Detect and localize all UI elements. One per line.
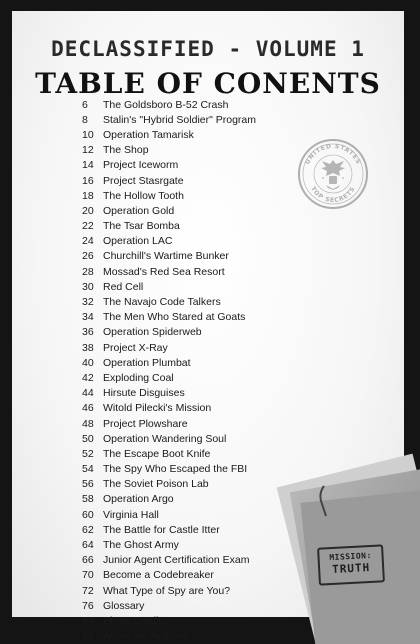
toc-page-number: 14 [82, 159, 94, 172]
toc-entry [82, 173, 256, 188]
toc-entry [82, 401, 256, 416]
toc-entry [82, 553, 256, 568]
toc-entry-title: Operation Plumbat [103, 356, 191, 369]
seal-text-bottom: TOP SECRETS [309, 185, 357, 205]
toc-entry-title: Project Plowshare [103, 417, 188, 430]
toc-entry-title: Operation Gold [103, 204, 175, 217]
toc-entry [82, 340, 256, 355]
toc-entry-title: The Hollow Tooth [103, 189, 184, 202]
toc-page-number: 24 [82, 235, 94, 248]
toc-entry [82, 355, 256, 370]
toc-entry-title: Project Stasrgate [103, 174, 184, 187]
toc-page-number: 36 [82, 326, 94, 339]
toc-page-number: 42 [82, 371, 94, 384]
toc-entry [82, 310, 256, 325]
toc-entry-title: Red Cell [103, 280, 144, 293]
toc-entry-title: The Men Who Stared at Goats [103, 311, 246, 324]
toc-entry [82, 583, 256, 598]
toc-page-number: 92 [82, 630, 94, 643]
toc-page-number: 54 [82, 463, 94, 476]
toc-page-number: 10 [82, 128, 94, 141]
toc-entry [82, 568, 256, 583]
toc-entry-title: The Ghost Army [103, 539, 179, 552]
top-secret-seal [297, 138, 369, 210]
paper-sheet [12, 11, 404, 643]
toc-page-number: 8 [82, 113, 88, 126]
toc-entry [82, 492, 256, 507]
toc-entry [82, 234, 256, 249]
toc-page-number: 70 [82, 569, 94, 582]
toc-page-number: 58 [82, 493, 94, 506]
toc-entry-title: Churchill's Wartime Bunker [103, 250, 229, 263]
eagle-icon [321, 160, 345, 190]
toc-entry-title: Exploding Coal [103, 371, 174, 384]
toc-entry-title: The Tsar Bomba [103, 220, 180, 233]
toc-entry-title: The Soviet Poison Lab [103, 478, 209, 491]
toc-entry-title: Stalin's "Hybrid Soldier" Program [103, 113, 257, 126]
toc-entry [82, 158, 256, 173]
toc-page-number: 48 [82, 417, 94, 430]
toc-entry-title: The Shop [103, 144, 149, 157]
toc-entry [82, 188, 256, 203]
toc-entry [82, 477, 256, 492]
toc-entry [82, 613, 256, 628]
toc-entry-title: Project X-Ray [103, 341, 168, 354]
toc-heading: TABLE OF CONENTS [35, 67, 381, 100]
toc-page-number: 66 [82, 554, 94, 567]
toc-page-number: 84 [82, 614, 94, 627]
toc-page-number: 6 [82, 98, 88, 111]
toc-page-number: 34 [82, 311, 94, 324]
toc-page-number: 76 [82, 599, 94, 612]
toc-page-number: 38 [82, 341, 94, 354]
toc-entry-title: Witold Pilecki's Mission [103, 402, 212, 415]
toc-entry [82, 416, 256, 431]
toc-page-number: 50 [82, 432, 94, 445]
toc-entry-title: The Navajo Code Talkers [103, 296, 221, 309]
toc-entry-title: Junior Agent Certification Exam [103, 554, 250, 567]
toc-entry-title: Operation Spiderweb [103, 326, 202, 339]
toc-entry-title: Operation Wandering Soul [103, 432, 227, 445]
toc-entry [82, 112, 256, 127]
toc-entry [82, 431, 256, 446]
toc-entry-title: Operation LAC [103, 235, 173, 248]
toc-list [82, 97, 256, 644]
toc-entry [82, 446, 256, 461]
toc-page-number: 62 [82, 523, 94, 536]
seal-text-top: UNITED STATES [304, 142, 362, 166]
toc-entry-title: The Spy Who Escaped the FBI [103, 463, 248, 476]
toc-page-number: 22 [82, 220, 94, 233]
toc-entry [82, 598, 256, 613]
toc-page-number: 12 [82, 144, 94, 157]
toc-entry-title: About the Authors [103, 630, 187, 643]
toc-entry-title: The Goldsboro B-52 Crash [103, 98, 229, 111]
toc-entry-title: Project Iceworm [103, 159, 179, 172]
toc-page-number: 52 [82, 447, 94, 460]
toc-entry [82, 249, 256, 264]
toc-entry-title: Glossary [103, 599, 145, 612]
toc-entry-title: Hirsute Disguises [103, 387, 185, 400]
toc-entry-title: Operation Tamarisk [103, 128, 194, 141]
mission-stamp [317, 544, 385, 585]
toc-entry [82, 386, 256, 401]
toc-entry [82, 264, 256, 279]
series-title: DECLASSIFIED - VOLUME 1 [51, 37, 365, 61]
mission-folder-image [270, 456, 420, 631]
toc-entry-title: Mossad's Red Sea Resort [103, 265, 225, 278]
toc-entry [82, 462, 256, 477]
toc-entry [82, 370, 256, 385]
toc-entry [82, 325, 256, 340]
toc-page-number: 46 [82, 402, 94, 415]
toc-entry [82, 143, 256, 158]
toc-page-number: 18 [82, 189, 94, 202]
toc-page-number: 20 [82, 204, 94, 217]
toc-page-number: 44 [82, 387, 94, 400]
toc-entry-title: The Battle for Castle Itter [103, 523, 220, 536]
toc-entry [82, 507, 256, 522]
toc-page-number: 30 [82, 280, 94, 293]
toc-entry [82, 97, 256, 112]
toc-entry [82, 203, 256, 218]
toc-page-number: 64 [82, 539, 94, 552]
toc-entry-title: Photo Credits [103, 614, 167, 627]
toc-page-number: 72 [82, 584, 94, 597]
stamp-line-1: MISSION: [329, 550, 373, 563]
toc-entry [82, 219, 256, 234]
toc-entry-title: What Type of Spy are You? [103, 584, 231, 597]
toc-page-number: 28 [82, 265, 94, 278]
toc-entry-title: Become a Codebreaker [103, 569, 214, 582]
toc-entry [82, 294, 256, 309]
toc-entry [82, 629, 256, 644]
toc-entry [82, 127, 256, 142]
toc-page-number: 26 [82, 250, 94, 263]
toc-entry [82, 279, 256, 294]
toc-entry-title: The Escape Boot Knife [103, 447, 211, 460]
toc-page-number: 40 [82, 356, 94, 369]
toc-entry-title: Virginia Hall [103, 508, 159, 521]
toc-entry-title: Operation Argo [103, 493, 174, 506]
toc-page-number: 16 [82, 174, 94, 187]
toc-page-number: 32 [82, 296, 94, 309]
toc-entry [82, 522, 256, 537]
toc-page-number: 60 [82, 508, 94, 521]
toc-entry [82, 537, 256, 552]
svg-text:TOP SECRETS [309, 185, 356, 204]
toc-page-number: 56 [82, 478, 94, 491]
stamp-line-2: TRUTH [331, 561, 371, 576]
